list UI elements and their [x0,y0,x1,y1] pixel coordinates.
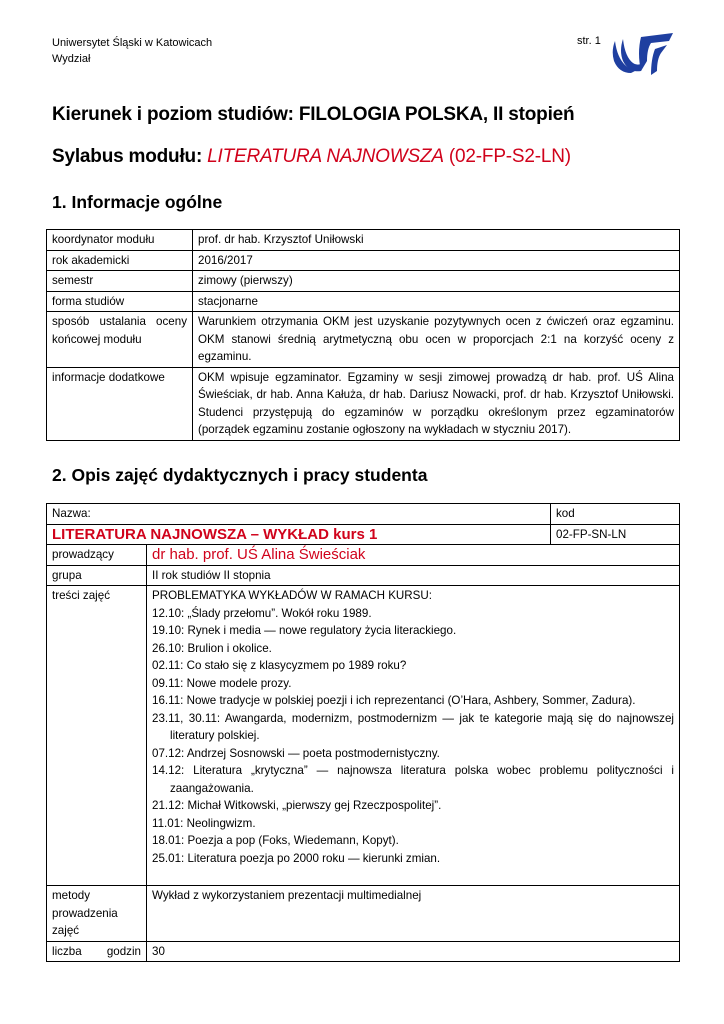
course-code: 02-FP-SN-LN [551,524,680,545]
table-row [47,504,680,525]
lecturer-label: prowadzący [47,545,147,566]
table-row [47,524,680,545]
table-row [47,291,680,312]
general-info-table [46,229,680,441]
list-item: 23.11, 30.11: Awangarda, modernizm, postmodernizm — jak te kategorie mają się do najnowszej literatury polskiej. [152,711,674,742]
row-key: semestr [47,271,193,292]
table-row [47,545,680,566]
module-code: (02-FP-S2-LN) [443,146,571,167]
row-value: Warunkiem otrzymania OKM jest uzyskanie pozytywnych ocen z ćwiczeń oraz egzaminu. OKM stanowi średnią arytmetyczną obu ocen w proporcjach 2:1 na korzyść oceny z egzaminu. [193,312,680,368]
row-key: rok akademicki [47,250,193,271]
program-title: Kierunek i poziom studiów: FILOLOGIA POLSKA, II stopień [52,104,575,125]
row-value: stacjonarne [193,291,680,312]
list-item: 07.12: Andrzej Sosnowski — poeta postmodernistyczny. [152,746,440,760]
row-key: sposób ustalania oceny końcowej modułu [47,312,193,368]
table-row [47,586,680,886]
table-row [47,886,680,942]
row-value: prof. dr hab. Krzysztof Uniłowski [193,230,680,251]
content-label: treści zajęć [47,586,147,886]
name-label: Nazwa: [47,504,551,525]
table-row [47,941,680,962]
hours-label: liczba godzin [47,941,147,962]
section-general-heading: 1. Informacje ogólne [52,192,223,212]
table-row [47,565,680,586]
module-title-prefix: Sylabus modułu: [52,146,208,167]
content-heading: PROBLEMATYKA WYKŁADÓW W RAMACH KURSU: [152,589,433,602]
section-classes-heading: 2. Opis zajęć dydaktycznych i pracy studenta [52,465,428,485]
faculty-name: Wydział [52,53,91,65]
topic-list [152,605,674,868]
row-key: informacje dodatkowe [47,367,193,440]
methods-label: metody prowadzenia zajęć [47,886,147,942]
course-description-table [46,503,680,962]
list-item: 18.01: Poezja a pop (Foks, Wiedemann, Kopyt). [152,834,399,847]
list-item: 21.12: Michał Witkowski, „pierwszy gej Rzeczpospolitej”. [152,799,442,812]
table-row [47,250,680,271]
module-title [52,146,571,168]
row-value: 2016/2017 [193,250,680,271]
row-key: forma studiów [47,291,193,312]
table-row [47,271,680,292]
list-item: 12.10: „Ślady przełomu”. Wokół roku 1989. [152,606,372,620]
university-logo-icon [611,31,673,79]
page-header [52,35,212,67]
row-value: OKM wpisuje egzaminator. Egzaminy w sesji zimowej prowadzą dr hab. prof. UŚ Alina Świeściak, dr hab. Anna Kałuża, dr hab. Dariusz Nowacki, prof. dr hab. Krzysztof Uniłowski. Studenci przystępują do egzaminów w porządku określonym przez egzaminatorów (porządek egzaminu zostanie ogłoszony na wykładach w styczniu 2017). [193,367,680,440]
list-item: 14.12: Literatura „krytyczna” — najnowsza literatura polska wobec problemu polityczności i zaangażowania. [152,764,674,795]
list-item: 26.10: Brulion i okolice. [152,641,272,655]
list-item: 19.10: Rynek i media — nowe regulatory życia literackiego. [152,624,457,637]
table-row [47,312,680,368]
group-value: II rok studiów II stopnia [147,565,680,586]
list-item: 16.11: Nowe tradycje w polskiej poezji i ich reprezentanci (O’Hara, Ashbery, Sommer, Zadura). [152,694,636,707]
module-name: LITERATURA NAJNOWSZA [207,146,444,167]
row-value: zimowy (pierwszy) [193,271,680,292]
table-row [47,230,680,251]
university-name: Uniwersytet Śląski w Katowicach [52,37,213,49]
methods-value: Wykład z wykorzystaniem prezentacji multimedialnej [147,886,680,942]
list-item: 02.11: Co stało się z klasycyzmem po 1989 roku? [152,659,407,672]
table-row [47,367,680,440]
content-cell [147,586,680,886]
course-name: LITERATURA NAJNOWSZA – WYKŁAD kurs 1 [47,524,551,545]
code-label: kod [551,504,680,525]
list-item: 25.01: Literatura poezja po 2000 roku — kierunki zmian. [152,851,441,865]
page-number: str. 1 [577,35,601,47]
row-key: koordynator modułu [47,230,193,251]
list-item: 11.01: Neolingwizm. [152,816,256,830]
group-label: grupa [47,565,147,586]
lecturer-name: dr hab. prof. UŚ Alina Świeściak [147,545,680,566]
list-item: 09.11: Nowe modele prozy. [152,676,292,690]
hours-value: 30 [147,941,680,962]
